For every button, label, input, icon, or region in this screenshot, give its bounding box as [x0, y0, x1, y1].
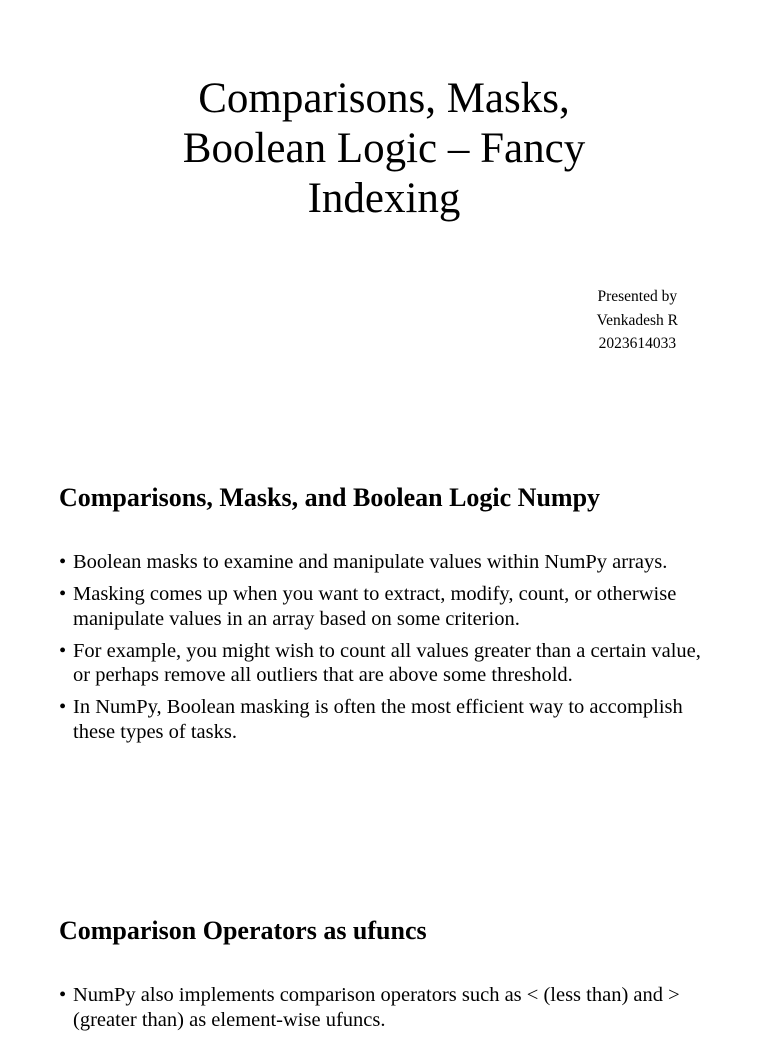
presenter-id: 2023614033 — [598, 335, 677, 352]
bullet-text: NumPy also implements comparison operators such as < (less than) and > (greater than) as element-wise ufuncs. — [73, 984, 680, 1031]
bullet-list — [59, 550, 709, 752]
presenter-label: Presented by — [597, 288, 678, 305]
bullet-icon: • — [59, 583, 67, 605]
bullet-item — [59, 695, 709, 744]
bullet-text: Masking comes up when you want to extract, modify, count, or otherwise manipulate values in an array based on some criterion. — [73, 583, 677, 630]
masks-slide — [0, 430, 768, 860]
bullet-icon: • — [59, 639, 67, 662]
slide-heading: Comparisons, Masks, and Boolean Logic Numpy — [59, 483, 601, 512]
bullet-item — [59, 983, 709, 1032]
operators-slide — [0, 860, 768, 1031]
bullet-text: Boolean masks to examine and manipulate values within NumPy arrays. — [73, 551, 668, 573]
bullet-item — [59, 550, 709, 575]
bullet-list — [59, 983, 709, 1040]
title-slide — [0, 0, 768, 430]
title-line: Comparisons, Masks, — [198, 75, 570, 122]
bullet-text: For example, you might wish to count all values greater than a certain value, or perhaps remove all outliers that are above some threshold. — [73, 639, 701, 686]
bullet-icon: • — [59, 696, 67, 718]
presentation-title — [134, 74, 634, 224]
title-line: Boolean Logic – Fancy — [182, 125, 586, 172]
bullet-item — [59, 582, 709, 631]
bullet-icon: • — [59, 551, 67, 573]
presenter-info — [597, 285, 678, 356]
slide-heading: Comparison Operators as ufuncs — [59, 916, 427, 945]
bullet-icon: • — [59, 984, 67, 1006]
presenter-name: Venkadesh R — [596, 311, 678, 329]
title-line: Indexing — [307, 175, 461, 222]
bullet-item — [59, 639, 709, 688]
bullet-text: In NumPy, Boolean masking is often the most efficient way to accomplish these types of tasks. — [73, 696, 683, 743]
